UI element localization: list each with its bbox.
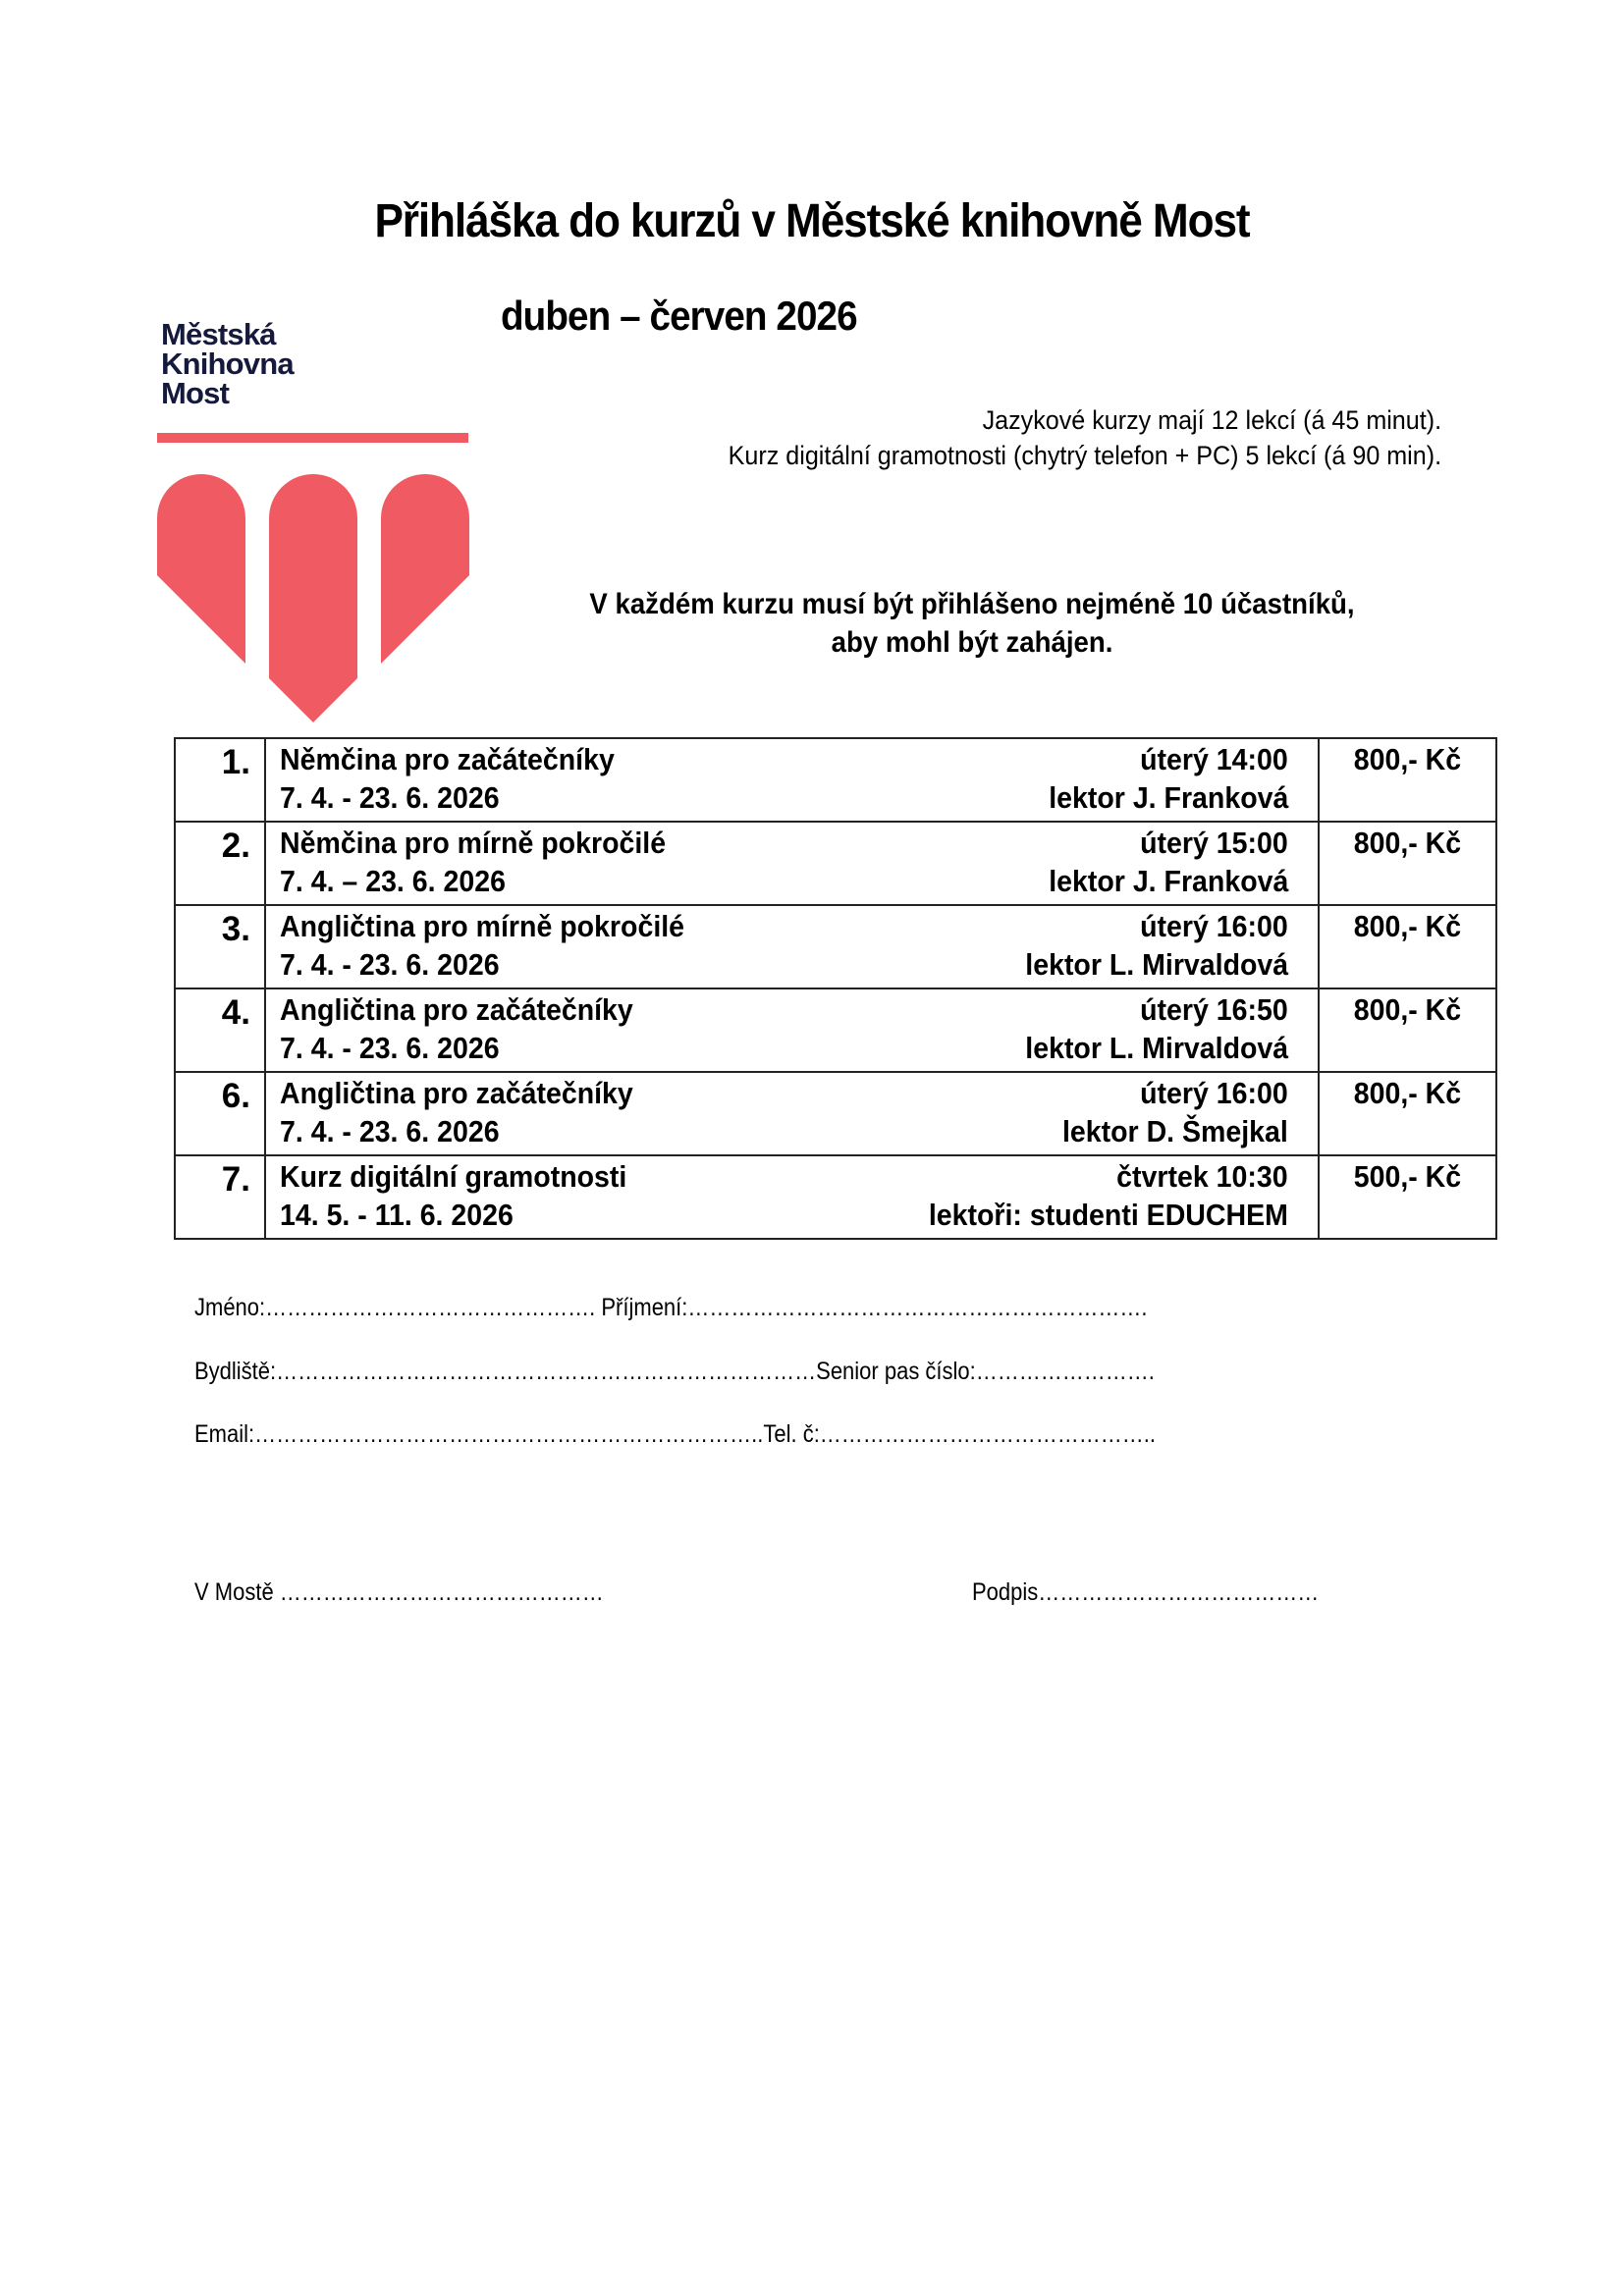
logo-line: Most: [161, 376, 230, 410]
course-number: 1.: [175, 738, 265, 822]
course-details: [265, 1155, 1319, 1239]
library-heart-logo-icon: [157, 467, 469, 722]
notice-line: V každém kurzu musí být přihlášeno nejméně 10 účastníků,: [589, 588, 1355, 620]
course-number: 4.: [175, 988, 265, 1072]
logo-line: Městská: [161, 317, 276, 351]
course-name: Němčina pro začátečníky: [280, 742, 615, 776]
course-number: 7.: [175, 1155, 265, 1239]
course-name: Angličtina pro mírně pokročilé: [280, 909, 685, 943]
course-price: 800,- Kč: [1353, 909, 1462, 943]
course-lecturer: lektor L. Mirvaldová: [1025, 1031, 1288, 1065]
course-price: 800,- Kč: [1353, 1076, 1462, 1110]
heart-middle-segment: [269, 474, 357, 722]
course-row: [175, 1155, 1496, 1239]
info-language-courses: Jazykové kurzy mají 12 lekcí (á 45 minut).: [982, 405, 1441, 435]
course-table: [174, 737, 1497, 1240]
course-time: úterý 15:00: [1140, 826, 1288, 860]
course-row: [175, 905, 1496, 988]
course-details: [265, 905, 1319, 988]
course-name: Angličtina pro začátečníky: [280, 992, 633, 1027]
course-info: [729, 402, 1441, 473]
course-time: úterý 16:00: [1140, 1076, 1288, 1110]
course-price: 800,- Kč: [1353, 992, 1462, 1027]
form-residence-senior-pass-field[interactable]: Bydliště:…………………………………………………………………Senior pas číslo:…………………….: [194, 1358, 1155, 1385]
course-price-cell: [1319, 738, 1496, 822]
info-digital-course: Kurz digitální gramotnosti (chytrý telefon + PC) 5 lekcí (á 90 min).: [728, 441, 1441, 470]
course-details: [265, 988, 1319, 1072]
minimum-participants-notice: [512, 585, 1433, 662]
course-price: 800,- Kč: [1353, 826, 1462, 860]
heart-left-segment: [157, 474, 245, 664]
course-price-cell: [1319, 905, 1496, 988]
course-dates: 7. 4. - 23. 6. 2026: [280, 780, 500, 815]
course-lecturer: lektor J. Franková: [1048, 780, 1288, 815]
page-title: Přihláška do kurzů v Městské knihovně Most: [374, 195, 1250, 247]
course-price-cell: [1319, 1155, 1496, 1239]
course-dates: 7. 4. - 23. 6. 2026: [280, 947, 500, 982]
course-details: [265, 1072, 1319, 1155]
library-logo-text: [161, 317, 294, 410]
course-lecturer: lektoři: studenti EDUCHEM: [928, 1198, 1288, 1232]
course-time: úterý 16:50: [1140, 992, 1288, 1027]
course-row: [175, 822, 1496, 905]
course-price-cell: [1319, 822, 1496, 905]
signature-field[interactable]: Podpis…………………………………: [972, 1578, 1320, 1606]
course-time: úterý 14:00: [1140, 742, 1288, 776]
form-email-phone-field[interactable]: Email:……………………………………………………………..Tel. č:………………………………………..: [194, 1420, 1157, 1448]
course-dates: 14. 5. - 11. 6. 2026: [280, 1198, 514, 1232]
course-name: Angličtina pro začátečníky: [280, 1076, 633, 1110]
logo-line: Knihovna: [161, 347, 294, 381]
course-lecturer: lektor L. Mirvaldová: [1025, 947, 1288, 982]
heart-right-segment: [381, 474, 469, 664]
course-number: 3.: [175, 905, 265, 988]
course-price-cell: [1319, 988, 1496, 1072]
course-lecturer: lektor J. Franková: [1048, 864, 1288, 898]
course-details: [265, 822, 1319, 905]
course-price-cell: [1319, 1072, 1496, 1155]
place-date-field[interactable]: V Mostě ………………………………………: [194, 1578, 604, 1606]
course-name: Kurz digitální gramotnosti: [280, 1159, 627, 1194]
form-name-surname-field[interactable]: Jméno:………………………………………. Příjmení:……………………………………………………….: [194, 1294, 1148, 1321]
course-price: 500,- Kč: [1353, 1159, 1462, 1194]
course-row: [175, 988, 1496, 1072]
course-row: [175, 738, 1496, 822]
page-subtitle: duben – červen 2026: [501, 293, 857, 339]
course-number: 2.: [175, 822, 265, 905]
course-lecturer: lektor D. Šmejkal: [1062, 1114, 1288, 1148]
course-name: Němčina pro mírně pokročilé: [280, 826, 667, 860]
notice-line: aby mohl být zahájen.: [831, 626, 1113, 659]
course-price: 800,- Kč: [1353, 742, 1462, 776]
course-details: [265, 738, 1319, 822]
course-dates: 7. 4. - 23. 6. 2026: [280, 1114, 500, 1148]
course-dates: 7. 4. - 23. 6. 2026: [280, 1031, 500, 1065]
logo-bar: [157, 433, 468, 443]
course-time: úterý 16:00: [1140, 909, 1288, 943]
course-row: [175, 1072, 1496, 1155]
course-time: čtvrtek 10:30: [1116, 1159, 1288, 1194]
course-dates: 7. 4. – 23. 6. 2026: [280, 864, 506, 898]
course-number: 6.: [175, 1072, 265, 1155]
